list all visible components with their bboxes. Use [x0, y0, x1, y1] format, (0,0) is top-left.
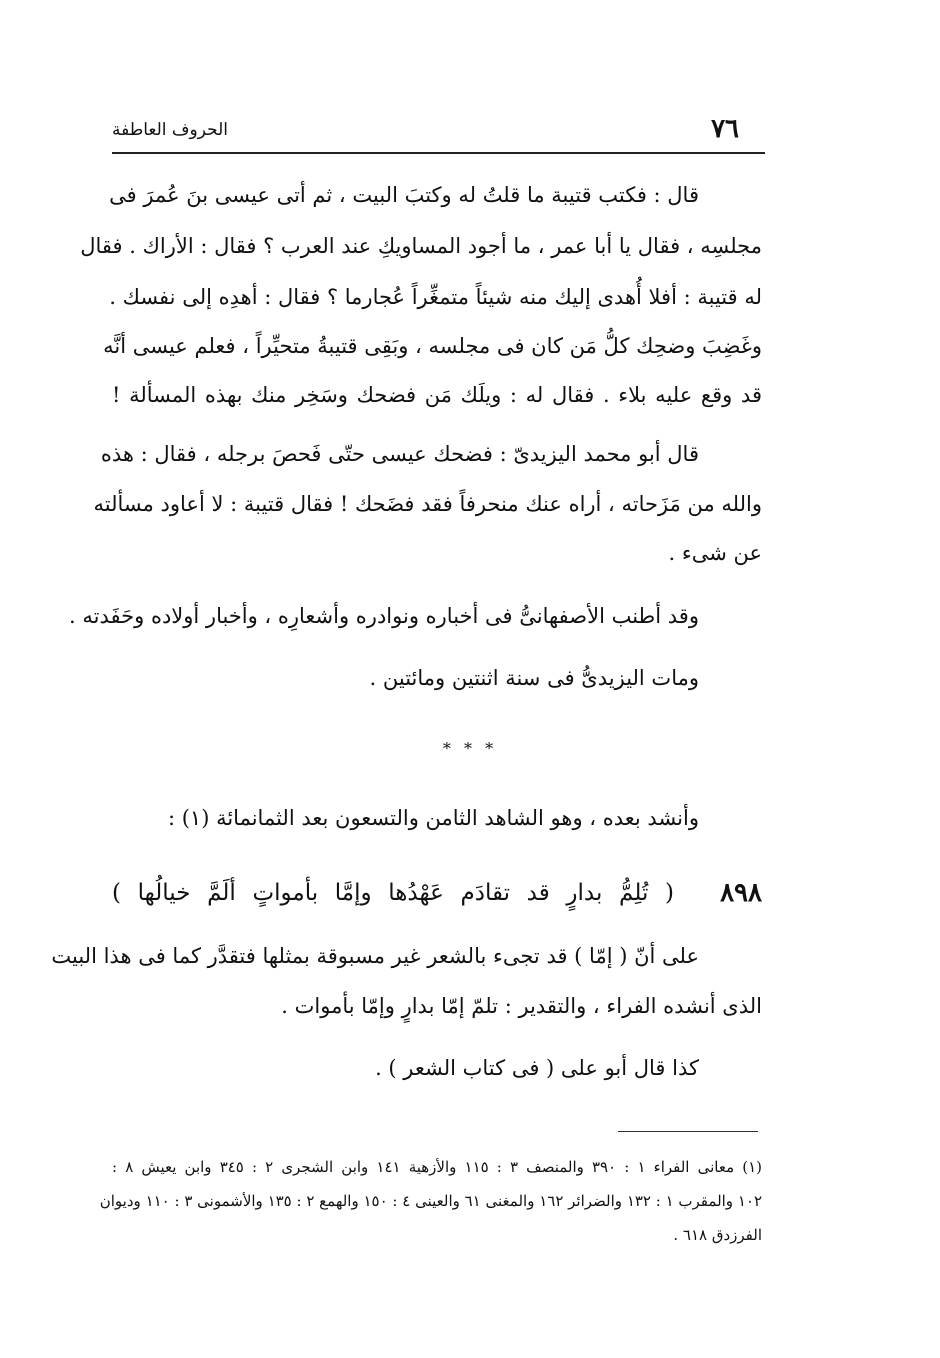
footnote-line-2: ١٠٢ والمقرب ١ : ١٣٢ والضرائر ١٦٢ والمغنى ٦١ والعينى ٤ : ١٥٠ والهمع ٢ : ١٣٥ والأشمونى ٣ : ١١٠ وديوان: [99, 1192, 762, 1210]
paragraph-5: وأنشد بعده ، وهو الشاهد الثامن والتسعون بعد الثمانمائة (١) :: [167, 806, 699, 830]
paragraph-1-line-5: قد وقع عليه بلاء . فقال له : ويلَك مَن فضحك وسَخِر منك بهذه المسألة !: [112, 383, 762, 407]
paragraph-6-line-2: الذى أنشده الفراء ، والتقدير : تلمّ إمّا بدارٍ وإمّا بأموات .: [281, 994, 762, 1018]
paragraph-1-line-4: وغَضِبَ وضحِك كلُّ مَن كان فى مجلسه ، وبَقِى قتيبةُ متحيِّراً ، فعلم عيسى أنَّه: [103, 334, 762, 358]
paragraph-3: وقد أطنب الأصفهانىُّ فى أخباره ونوادره وأشعارِه ، وأخبار أولاده وحَفَدته .: [69, 604, 699, 628]
paragraph-2-line-2: والله من مَزَحاته ، أراه عنك منحرفاً فقد فضَحك ! فقال قتيبة : لا أعاود مسألته: [93, 492, 762, 516]
section-separator: * * *: [442, 739, 498, 758]
paragraph-7: كذا قال أبو على ( فى كتاب الشعر ) .: [375, 1056, 699, 1080]
verse-line: [112, 873, 762, 917]
paragraph-1-line-1: قال : فكتب قتيبة ما قلتُ له وكتبَ البيت ، ثم أتى عيسى بنَ عُمرَ فى: [109, 183, 699, 207]
paragraph-2-line-1: قال أبو محمد اليزيدىّ : فضحك عيسى حتّى فَحصَ برجله ، فقال : هذه: [100, 442, 699, 466]
paragraph-1-line-2: مجلسِه ، فقال يا أبا عمر ، ما أجود المساويكِ عند العرب ؟ فقال : الأراك . فقال: [80, 234, 762, 258]
paragraph-2-line-3: عن شىء .: [668, 541, 762, 565]
running-header: [112, 112, 765, 152]
footnote-line-3: الفرزدق ٦١٨ .: [673, 1226, 762, 1244]
paragraph-1-line-3: له قتيبة : أفلا أُهدى إليك منه شيئاً متمغِّراً عُجارما ؟ فقال : أهدِه إلى نفسك .: [109, 285, 762, 309]
paragraph-4: ومات اليزيدىُّ فى سنة اثنتين ومائتين .: [369, 666, 699, 690]
footnote-rule: [618, 1131, 758, 1132]
footnote-line-1: (١) معانى الفراء ١ : ٣٩٠ والمنصف ٣ : ١١٥ والأزهية ١٤١ وابن الشجرى ٢ : ٣٤٥ وابن يعيش ٨ :: [112, 1158, 763, 1176]
section-title: الحروف العاطفة: [112, 120, 229, 140]
paragraph-6-line-1: على أنّ ( إمّا ) قد تجىء بالشعر غير مسبوقة بمثلها فتقدَّر كما فى هذا البيت: [51, 944, 699, 968]
verse-text: ( تُلِمُّ بدارٍ قد تقادَم عَهْدُها وإمَّا بأمواتٍ ألَمَّ خيالُها ): [112, 880, 674, 906]
verse-number: ٨٩٨: [720, 878, 762, 908]
header-rule: [112, 152, 765, 154]
page-number: ٧٦: [711, 114, 739, 144]
